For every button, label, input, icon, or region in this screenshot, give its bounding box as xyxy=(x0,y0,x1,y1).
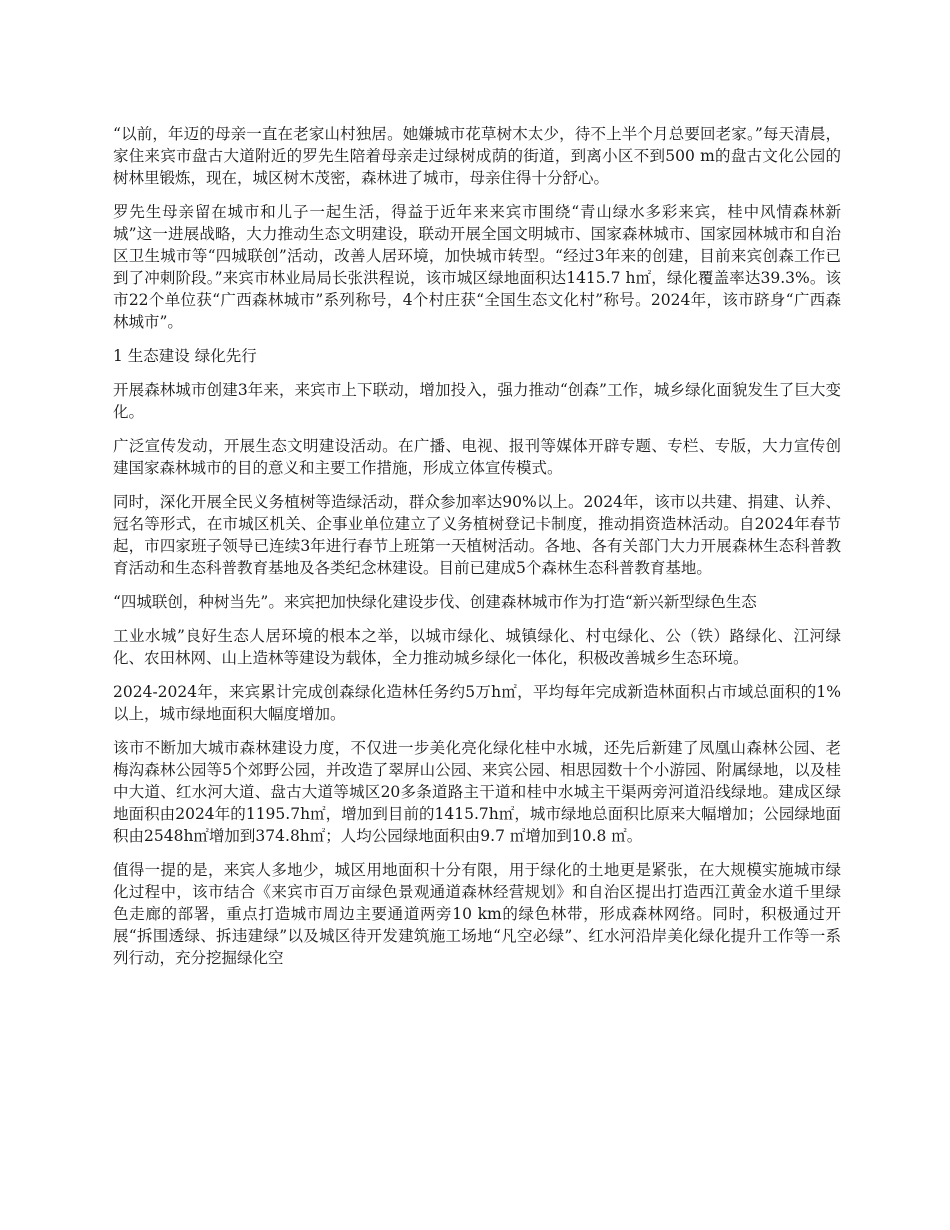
paragraph-industrial-water-city: 工业水城”良好生态人居环境的根本之举，以城市绿化、城镇绿化、村屯绿化、公（铁）路绿化、江河绿化、农田林网、山上造林等建设为载体，全力推动城乡绿化一体化，积极改善城乡生态环境。 xyxy=(113,627,841,667)
section-heading: 1 生态建设 绿化先行 xyxy=(113,347,257,365)
paragraph-tree-planting: 同时，深化开展全民义务植树等造绿活动，群众参加率达90%以上。2024年，该市以共建、捐建、认养、冠名等形式，在市城区机关、企事业单位建立了义务植树登记卡制度，推动捐资造林活动。自2024年春节起，市四家班子领导已连续3年进行春节上班第一天植树活动。各地、各有关部门大力开展森林生态科普教育活动和生态科普教育基地及各类纪念林建设。目前已建成5个森林生态科普教育基地。 xyxy=(113,493,841,577)
paragraph-city-strategy: 罗先生母亲留在城市和儿子一起生活，得益于近年来来宾市围绕“青山绿水多彩来宾，桂中风情森林新城”这一进展战略，大力推动生态文明建设，联动开展全国文明城市、国家森林城市、国家园林城市和自治区卫生城市等“四城联创”活动，改善人居环境，加快城市转型。“经过3年来的创建，目前来宾创森工作已到了冲刺阶段。”来宾市林业局局长张洪程说，该市城区绿地面积达1415.7 h㎡，绿化覆盖率达39.3%。该市22个单位获“广西森林城市”系列称号，4个村庄获“全国生态文化村”称号。2024年，该市跻身“广西森林城市”。 xyxy=(113,203,841,331)
paragraph-mother-intro: “以前，年迈的母亲一直在老家山村独居。她嫌城市花草树木太少，待不上半个月总要回老家。”每天清晨，家住来宾市盘古大道附近的罗先生陪着母亲走过绿树成荫的街道，到离小区不到500 m的盘古文化公园的树林里锻炼，现在，城区树木茂密，森林进了城市，母亲住得十分舒心。 xyxy=(113,125,841,187)
paragraph-afforestation-total: 2024-2024年，来宾累计完成创森绿化造林任务约5万h㎡，平均每年完成新造林面积占市域总面积的1%以上，城市绿地面积大幅度增加。 xyxy=(113,683,841,723)
document-body xyxy=(113,123,841,981)
paragraph-three-years: 开展森林城市创建3年来，来宾市上下联动，增加投入，强力推动“创森”工作，城乡绿化面貌发生了巨大变化。 xyxy=(113,381,841,421)
paragraph-four-cities: “四城联创，种树当先”。来宾把加快绿化建设步伐、创建森林城市作为打造“新兴新型绿色生态 xyxy=(113,593,757,611)
paragraph-land-limited: 值得一提的是，来宾人多地少，城区用地面积十分有限，用于绿化的土地更是紧张，在大规模实施城市绿化过程中，该市结合《来宾市百万亩绿色景观通道森林经营规划》和自治区提出打造西江黄金水道千里绿色走廊的部署，重点打造城市周边主要通道两旁10 km的绿色林带，形成森林网络。同时，积极通过开展“拆围透绿、拆违建绿”以及城区待开发建筑施工场地“凡空必绿”、红水河沿岸美化绿化提升工作等一系列行动，充分挖掘绿化空 xyxy=(113,861,841,967)
paragraph-publicity: 广泛宣传发动，开展生态文明建设活动。在广播、电视、报刊等媒体开辟专题、专栏、专版，大力宣传创建国家森林城市的目的意义和主要工作措施，形成立体宣传模式。 xyxy=(113,437,841,477)
paragraph-urban-forest: 该市不断加大城市森林建设力度，不仅进一步美化亮化绿化桂中水城，还先后新建了凤凰山森林公园、老梅沟森林公园等5个郊野公园，并改造了翠屏山公园、来宾公园、相思园数十个小游园、附属绿地，以及桂中大道、红水河大道、盘古大道等城区20多条道路主干道和桂中水城主干渠两旁河道沿线绿地。建成区绿地面积由2024年的1195.7h㎡，增加到目前的1415.7h㎡，城市绿地总面积比原来大幅增加；公园绿地面积由2548h㎡增加到374.8h㎡；人均公园绿地面积由9.7 ㎡增加到10.8 ㎡。 xyxy=(113,739,841,845)
